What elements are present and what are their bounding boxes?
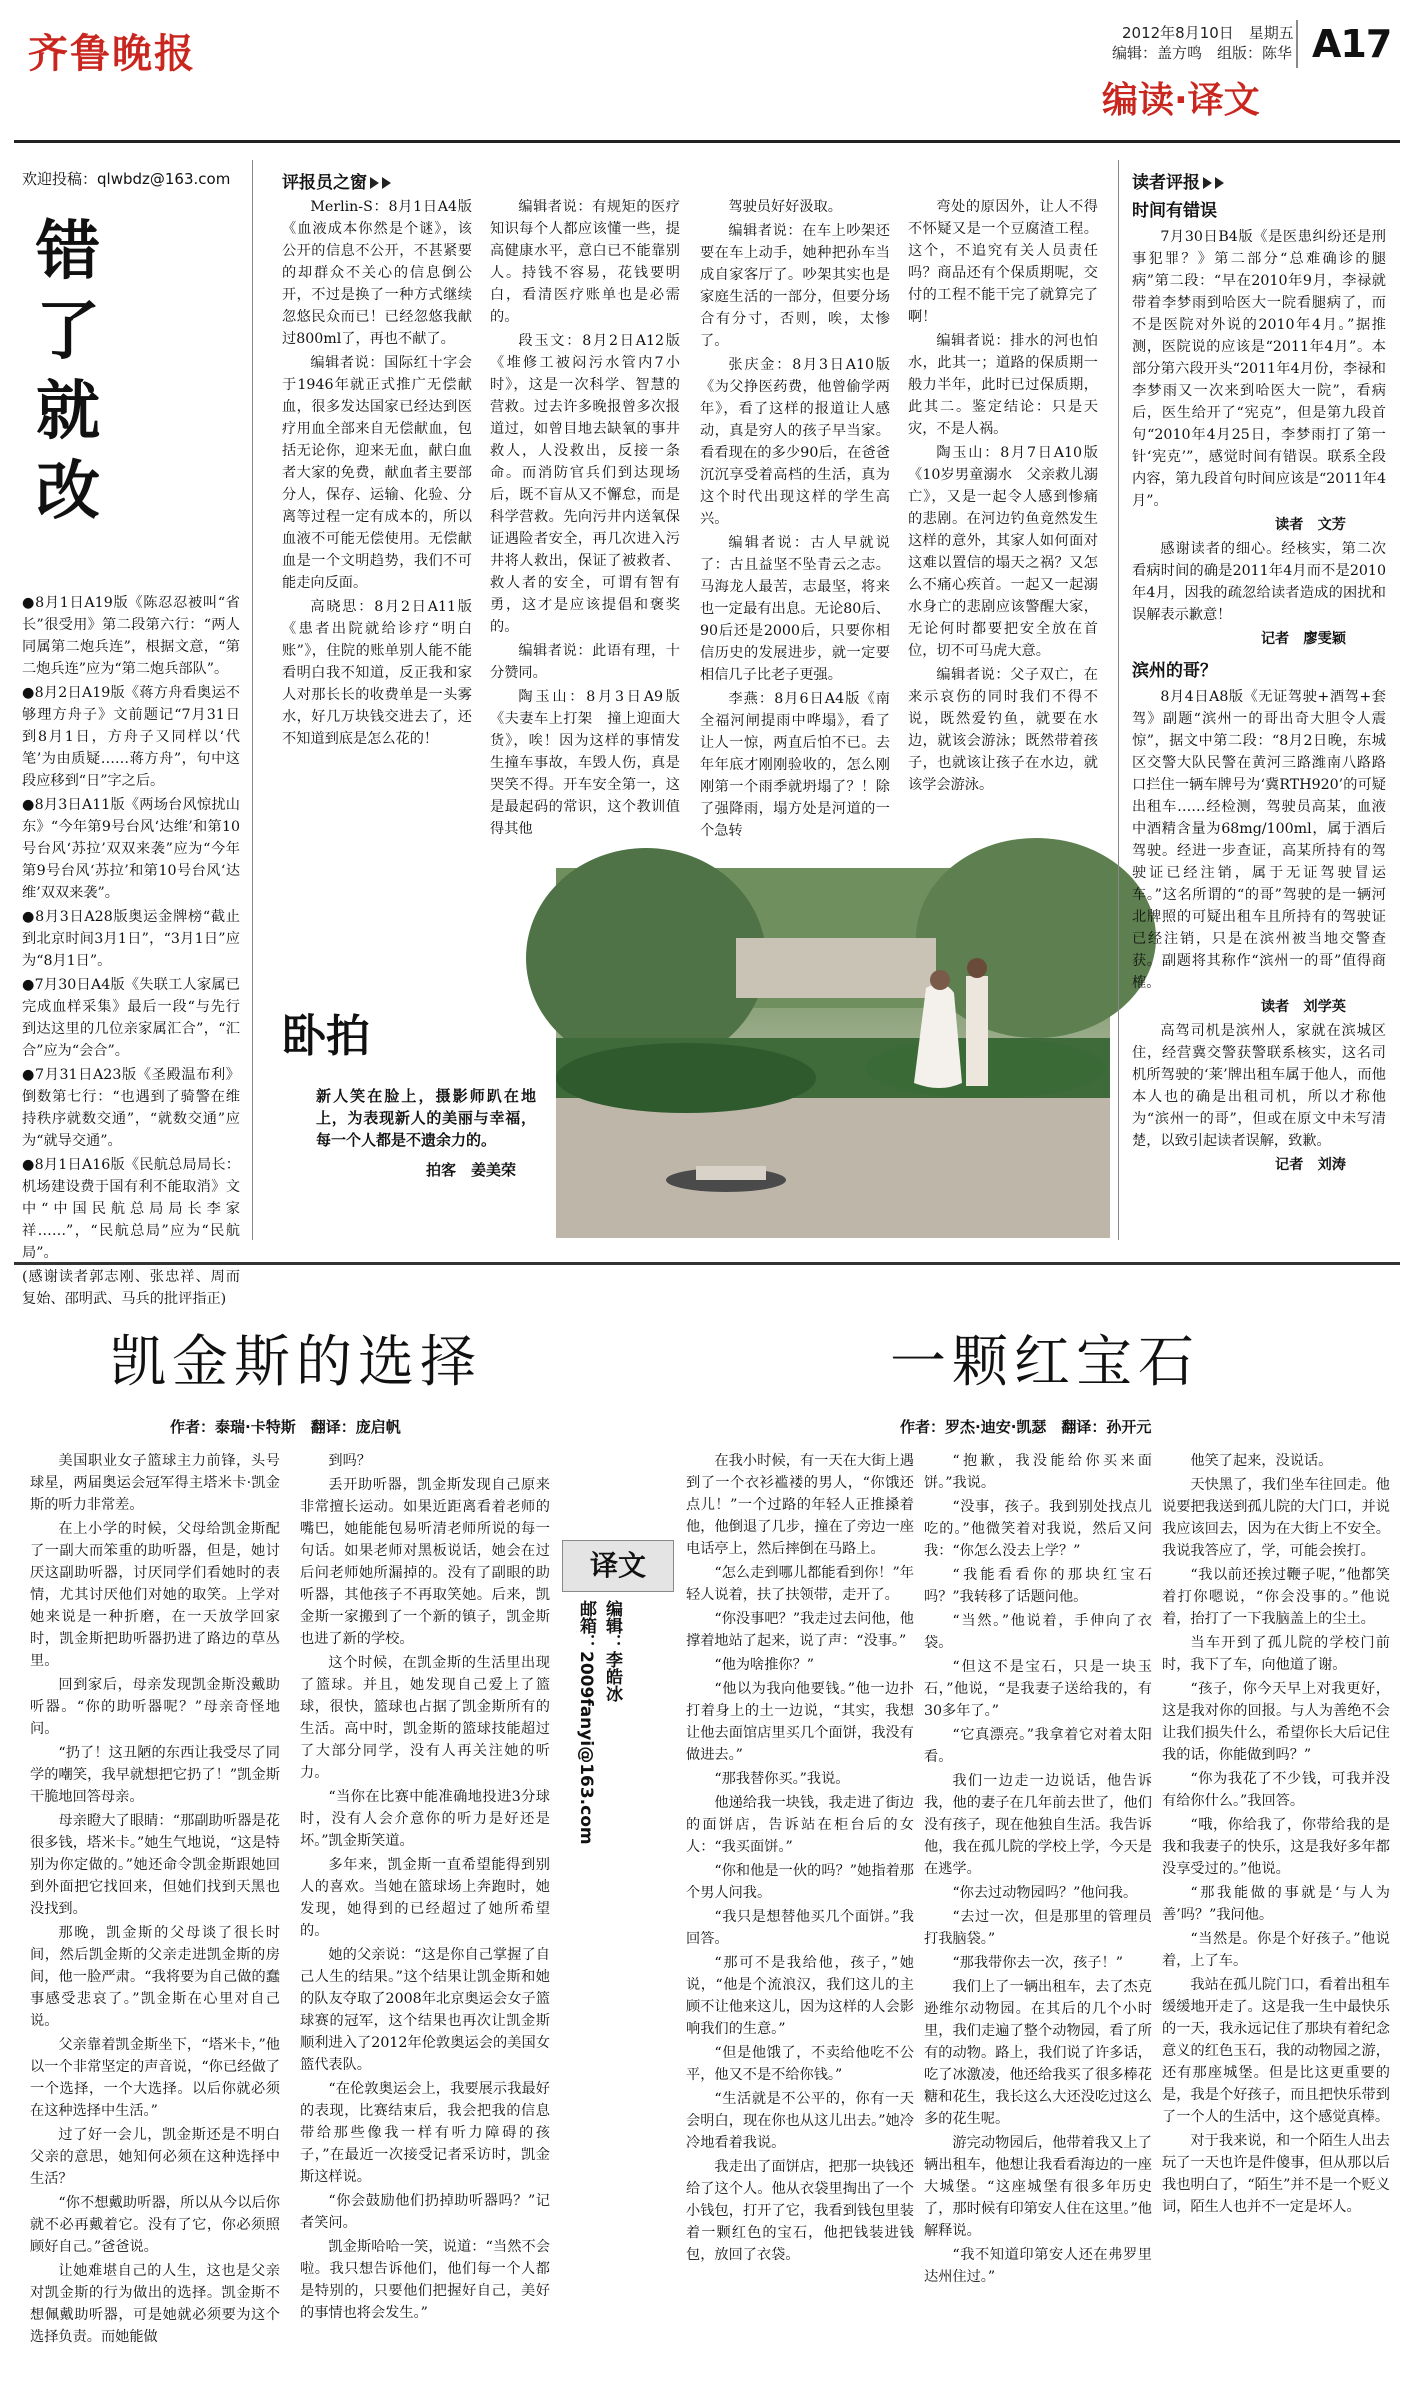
reader-column — [1132, 196, 1386, 1236]
paragraph: “但是他饿了，不卖给他吃不公平，他又不是不给你钱。” — [686, 2045, 914, 2083]
signature: 记者 廖雯颖 — [1260, 631, 1346, 647]
paragraph: 当车开到了孤儿院的学校门前时，我下了车，向他道了谢。 — [1162, 1635, 1390, 1673]
paragraph: “你没事吧？”我走过去问他，他撑着地站了起来，说了声：“没事。” — [686, 1611, 914, 1649]
section-title: 编读·译文 — [1102, 80, 1260, 121]
paragraph: “那我带你去一次，孩子！” — [952, 1955, 1123, 1971]
top-rule — [14, 140, 1400, 143]
paragraph: 编辑者说：此语有理，十分赞同。 — [490, 643, 680, 681]
paragraph: “去过一次，但是那里的管理员打我脑袋。” — [924, 1909, 1152, 1947]
paragraph: ●8月2日A19版《蒋方舟看奥运不够理方舟子》文前题记“7月31日到8月1日，方舟子又同样以‘代笔’为由质疑……蒋方舟”，句中这段应移到“日”字之后。 — [22, 685, 240, 789]
paragraph: 7月30日B4版《是医患纠纷还是刑事犯罪？》第二部分“总难确诊的腿病”第二段：“早在2010年9月，李禄就带着李梦雨到哈医大一院看腿病了，而不是医院对外说的2010年4月。”据推测，医院说的应该是“2011年4月”。本部分第六段开头“2011年4月份，李禄和李梦雨又一次来到哈医大一院”，看病后，医生给开了“宪克”，但是第九段首句“2010年4月25日，李梦雨打了第一针‘宪克’”，感觉时间有错误。联系全段内容，第九段首句时间应该是“2011年4月”。 — [1132, 229, 1386, 509]
paragraph: 在我小时候，有一天在大街上遇到了一个衣衫褴褛的男人，“你饿还点儿！”一个过路的年轻人正推搡着他，他倒退了几步，撞在了旁边一座电话亭上，然后摔倒在马路上。 — [686, 1453, 914, 1557]
paragraph: “生活就是不公平的，你有一天会明白，现在你也从这儿出去。”她冷冷地看着我说。 — [686, 2091, 914, 2151]
photo-title: 卧拍 — [282, 1011, 370, 1062]
paragraph: 我们一边走一边说话，他告诉我，他的妻子在几年前去世了，他们没有孩子，现在他独自生活。我告诉他，我在孤儿院的学校上学，今天是在逃学。 — [924, 1773, 1152, 1877]
header-divider — [1296, 20, 1298, 68]
paragraph: 凯金斯哈哈一笑，说道：“当然不会啦。我只想告诉他们，他们每一个人都是特别的，只要他们把握好自己，美好的事情也将会发生。” — [300, 2239, 550, 2321]
pingbao-column-3 — [700, 196, 890, 839]
paragraph: “当然。”他说着，手伸向了衣袋。 — [924, 1613, 1152, 1651]
reader-item-title: 滨州的哥？ — [1132, 661, 1217, 681]
paragraph: 编辑者说：父子双亡，在来示哀伤的同时我们不得不说，既然爱钓鱼，就要在水边，就该会游泳；既然带着孩子，也就该让孩子在水边，就该学会游泳。 — [908, 667, 1098, 793]
middle-rule — [14, 1262, 1400, 1265]
byline-kaijinsi: 作者：泰瑞·卡特斯 翻译：庞启帆 — [170, 1418, 401, 1436]
paragraph: ●8月1日A19版《陈忍忍被叫“省长”很受用》第二段第六行：“两人同属第二炮兵连”，根据文意，“第二炮兵连”应为“第二炮兵部队”。 — [22, 595, 240, 677]
paragraph: “我只是想替他买几个面饼。”我回答。 — [686, 1909, 914, 1947]
paragraph: ●8月1日A16版《民航总局局长：机场建设费于国有利不能取消》文中“中国民航总局局长李家祥……”，“民航总局”应为“民航局”。 — [22, 1157, 240, 1261]
paragraph: 我走出了面饼店，把那一块钱还给了这个人。他从衣袋里掏出了一个小钱包，打开了它，我看到钱包里装着一颗红色的宝石，他把钱装进钱包，放回了衣袋。 — [686, 2159, 914, 2263]
pingbao-column-2 — [490, 196, 680, 837]
paragraph: 多年来，凯金斯一直希望能得到别人的喜欢。当她在篮球场上奔跑时，她发现，她得到的已经超过了她所希望的。 — [300, 1857, 550, 1939]
errata-title-line1: 错 了 — [36, 214, 184, 369]
page-number: A17 — [1312, 22, 1392, 66]
paragraph: “他为啥推你？” — [714, 1657, 815, 1673]
byline-hongbaoshi: 作者：罗杰·迪安·凯瑟 翻译：孙开元 — [900, 1418, 1152, 1436]
kaijinsi-column-1 — [30, 1450, 280, 2370]
hongbaoshi-column-1 — [686, 1450, 914, 2370]
paragraph: “我能看看你的那块红宝石吗？”我转移了话题问他。 — [924, 1567, 1152, 1605]
paragraph: 8月4日A8版《无证驾驶+酒驾+套驾》副题“滨州一的哥出奇大胆令人震惊”，据文中第二段：“8月2日晚，东城区交警大队民警在黄河三路潍南八路路口拦住一辆车牌号为‘冀RTH920’的可疑出租车……经检测，驾驶员高某，血液中酒精含量为68mg/100ml，属于酒后驾驶。经进一步查证，高某所持有的驾驶证已经注销，属于无证驾驶冒运车。”这名所谓的“的哥”驾驶的是一辆河北牌照的可疑出租车且所持有的驾驶证已经注销，只是在滨州被当地交警查获。副题将其称作“滨州一的哥”值得商榷。 — [1132, 689, 1386, 991]
paragraph: “抱歉，我没能给你买来面饼。”我说。 — [924, 1453, 1152, 1491]
paragraph: “在伦敦奥运会上，我要展示我最好的表现，比赛结束后，我会把我的信息带给那些像我一样有听力障碍的孩子，”在最近一次接受记者采访时，凯金斯这样说。 — [300, 2081, 550, 2185]
kaijinsi-column-2 — [300, 1450, 550, 2370]
paragraph: “你和他是一伙的吗？”她指着那个男人问我。 — [686, 1863, 914, 1901]
hongbaoshi-column-2 — [924, 1450, 1152, 2370]
paragraph: 天快黑了，我们坐车往回走。他说要把我送到孤儿院的大门口，并说我应该回去，因为在大街上不安全。我说我答应了，学，可能会挨打。 — [1162, 1477, 1390, 1559]
wedding-photo — [556, 868, 1110, 1238]
paragraph: “他以为我向他要钱。”他一边扑打着身上的土一边说，“其实，我想让他去面馆店里买几个面饼，我没有做进去。” — [686, 1681, 914, 1763]
paragraph: “那我能做的事就是‘与人为善’吗？”我问他。 — [1162, 1885, 1390, 1923]
reader-item-title: 时间有错误 — [1132, 201, 1217, 221]
paragraph: 她的父亲说：“这是你自己掌握了自己人生的结果。”这个结果让凯金斯和她的队友夺取了2008年北京奥运会女子篮球赛的冠军，这个结果也再次让凯金斯顺利进入了2012年伦敦奥运会的美国女篮代表队。 — [300, 1947, 550, 2073]
paragraph: “但这不是宝石，只是一块玉石，”他说，“是我妻子送给我的，有30多年了。” — [924, 1659, 1152, 1719]
paragraph: 高晓思：8月2日A11版《患者出院就给诊疗“明白账”》，住院的账单别人能不能看明白我不知道，反正我和家人对那长长的收费单是一头雾水，好几万块钱交进去了，还不知道到底是怎么花的！ — [282, 599, 472, 747]
paragraph: 我们上了一辆出租车，去了杰克逊维尔动物园。在其后的几个小时里，我们走遍了整个动物园，看了所有的动物。路上，我们说了许多话，吃了冰激凌，他还给我买了很多棒花糖和花生，我长这么大还没吃过这么多的花生呢。 — [924, 1979, 1152, 2127]
signature: 读者 文芳 — [1275, 517, 1346, 533]
reader-heading: 读者评报 — [1132, 168, 1224, 193]
paragraph: 编辑者说：在车上吵架还要在车上动手，她种把孙车当成自家客厅了。吵架其实也是家庭生活的一部分，但要分场合有分寸，否则，唉，太惨了。 — [700, 223, 890, 349]
pingbao-heading: 评报员之窗 — [282, 168, 391, 193]
paragraph: “扔了！这丑陋的东西让我受尽了同学的嘲笑，我早就想把它扔了！”凯金斯干脆地回答母亲。 — [30, 1745, 280, 1805]
paragraph: 让她难堪自己的人生，这也是父亲对凯金斯的行为做出的选择。凯金斯不想佩戴助听器，可是她就必须要为这个选择负责。而她能做 — [30, 2263, 280, 2345]
paragraph: “你会鼓励他们扔掉助听器吗？”记者笑问。 — [300, 2193, 550, 2231]
contact-email: 欢迎投稿：qlwbdz@163.com — [22, 170, 231, 188]
column-rule — [252, 160, 253, 1240]
paragraph: 陶玉山：8月7日A10版《10岁男童溺水 父亲救儿溺亡》，又是一起令人感到惨痛的悲剧。在河边钓鱼竟然发生这样的意外，其家人如何面对这难以置信的塌天之祸？又怎么不痛心疾首。一起又一起溺水身亡的悲剧应该警醒大家，无论何时都要把安全放在首位，切不可马虎大意。 — [908, 445, 1098, 659]
errata-list — [22, 592, 240, 1310]
hongbaoshi-column-3 — [1162, 1450, 1390, 2370]
paragraph: “孩子，你今天早上对我更好，这是我对你的回报。与人为善绝不会让我们损失什么，希望你长大后记住我的话，你能做到吗？” — [1162, 1681, 1390, 1763]
paragraph: 编辑者说：排水的河也怕水，此其一；道路的保质期一般力半年，此时已过保质期，此其二。鉴定结论：只是天灾，不是人祸。 — [908, 333, 1098, 437]
paragraph: 陶玉山：8月3日A9版《夫妻车上打架 撞上迎面大货》，唉！因为这样的事情发生撞车事故，车毁人伤，真是哭笑不得。开车安全第一，这是最起码的常识，这个教训值得其他 — [490, 689, 680, 837]
paragraph: “那可不是我给他，孩子，”她说，“他是个流浪汉，我们这儿的主顾不让他来这儿，因为这样的人会影响我们的生意。” — [686, 1955, 914, 2037]
paragraph: “怎么走到哪儿都能看到你！”年轻人说着，扶了扶领带，走开了。 — [686, 1565, 914, 1603]
paragraph: 段玉文：8月2日A12版《堆修工被闷污水管内7小时》，这是一次科学、智慧的营救。过去许多晚报曾多次报道过，如曾目地去缺氧的事井救人，人没救出，反接一条命。而消防官兵们到达现场后，既不盲从又不懈怠，而是科学营救。先向污井内送氧保证遇险者安全，再几次进入污井将人救出，保证了被救者、救人者的安全，可谓有智有勇，这才是应该提倡和褒奖的。 — [490, 333, 680, 635]
paragraph: 高驾司机是滨州人，家就在滨城区住，经营冀交警获警联系核实，这名司机所驾驶的‘莱’牌出租车属于他人，而他本人也的确是出租司机，所以才称他为“滨州一的哥”，但或在原文中未写清楚，以致引起读者误解，致歉。 — [1132, 1023, 1386, 1149]
paragraph: 编辑者说：古人早就说了：古且益坚不坠青云之志。马海龙人最苦，志最坚，将来也一定最有出息。无论80后、90后还是2000后，只要你相信历史的发展进步，就一定要相信几子比老子更强。 — [700, 535, 890, 683]
paragraph: ●8月3日A11版《两场台风惊扰山东》“今年第9号台风‘达维’和第10号台风‘苏拉’双双来袭”应为“今年第9号台风‘苏拉’和第10号台风‘达维’双双来袭”。 — [22, 797, 240, 901]
masthead-logo: 齐鲁晚报 — [28, 30, 196, 77]
paragraph: 过了好一会儿，凯金斯还是不明白父亲的意思，她知何必须在这种选择中生活？ — [30, 2127, 280, 2187]
paragraph: 母亲瞪大了眼睛：“那副助听器是花很多钱，塔米卡。”她生气地说，“这是特别为你定做的。”她还命令凯金斯跟她回到外面把它找回来，但她们找到天黑也没找到。 — [30, 1813, 280, 1917]
yiwen-badge: 译文 — [562, 1540, 674, 1592]
issue-date: 2012年8月10日 星期五 — [1122, 24, 1294, 42]
photo-caption-block — [316, 1085, 536, 1181]
paragraph: “当你在比赛中能准确地投进3分球时，没有人会介意你的听力是好还是坏。”凯金斯笑道。 — [300, 1789, 550, 1849]
paragraph: “当然是。你是个好孩子。”他说着，上了车。 — [1162, 1931, 1390, 1969]
errata-column — [22, 168, 240, 1307]
paragraph: “你不想戴助听器，所以从今以后你就不必再戴着它。没有了它，你必须照顾好自己。”爸爸说。 — [30, 2195, 280, 2255]
paragraph: 这个时候，在凯金斯的生活里出现了篮球。并且，她发现自己爱上了篮球，很快，篮球也占据了凯金斯所有的生活。高中时，凯金斯的篮球技能超过了大部分同学，没有人再关注她的听力。 — [300, 1655, 550, 1781]
paragraph: 父亲靠着凯金斯坐下，“塔米卡，”他以一个非常坚定的声音说，“你已经做了一个选择，一个大选择。以后你就必须在这种选择中生活。” — [30, 2037, 280, 2119]
article-title-kaijinsi: 凯金斯的选择 — [110, 1330, 482, 1395]
page-editors: 编辑：盖方鸣 组版：陈华 — [1112, 44, 1293, 62]
paragraph: ●8月3日A28版奥运金牌榜“截止到北京时间3月1日”，“3月1日”应为“8月1日”。 — [22, 909, 240, 969]
paragraph: 编辑者说：有规矩的医疗知识每个人都应该懂一些，提高健康水平，意白已不能靠别人。持钱不容易，花钱要明白，看清医疗账单也是必需的。 — [490, 199, 680, 325]
paragraph: Merlin-S：8月1日A4版《血液成本你然是个谜》，该公开的信息不公开，不甚紧要的却群众不关心的信息倒公开，不过是换了一种方式继续忽悠民众而已！已经忽悠我献过800ml了，再也不献了。 — [282, 199, 472, 347]
photo-caption: 新人笑在脸上，摄影师趴在地上，为表现新人的美丽与幸福，每一个人都是不遗余力的。 — [316, 1087, 536, 1149]
paragraph: 我站在孤儿院门口，看着出租车缓缓地开走了。这是我一生中最快乐的一天，我永远记住了那块有着纪念意义的红色玉石，我的动物园之游，还有那座城堡。但是比这更重要的是，我是个好孩子，而且把快乐带到了一个人的生活中，这个感觉真棒。 — [1162, 1977, 1390, 2125]
paragraph: “我不知道印第安人还在弗罗里达州住过。” — [924, 2247, 1152, 2285]
yiwen-email: 邮箱：2009fanyi@163.com — [576, 1600, 596, 1845]
paragraph: “你去过动物园吗？”他问我。 — [952, 1885, 1138, 1901]
column-rule — [1118, 160, 1119, 1240]
paragraph: 张庆金：8月3日A10版《为父挣医药费，他曾偷学两年》，看了这样的报道让人感动，真是穷人的孩子早当家。看看现在的多少90后，在爸爸沉沉享受着高档的生活，真为这个时代出现这样的学生高兴。 — [700, 357, 890, 527]
paragraph: “没事，孩子。我到别处找点儿吃的。”他微笑着对我说，然后又问我：“你怎么没去上学？” — [924, 1499, 1152, 1559]
paragraph: 那晚，凯金斯的父母谈了很长时间，然后凯金斯的父亲走进凯金斯的房间，他一脸严肃。“我将要为自己做的蠢事感受悲哀了。”凯金斯在心里对自己说。 — [30, 1925, 280, 2029]
article-title-hongbaoshi: 一颗红宝石 — [890, 1330, 1200, 1395]
paragraph: 弯处的原因外，让人不得不怀疑又是一个豆腐渣工程。这个，不追究有关人员责任吗？商品还有个保质期呢，交付的工程不能干完了就算完了啊！ — [908, 199, 1098, 325]
signature: 读者 刘学英 — [1260, 999, 1346, 1015]
paragraph: “我以前还挨过鞭子呢，”他都笑着打你嗯说，“你会没事的。”他说着，抬打了一下我脑盖上的尘土。 — [1162, 1567, 1390, 1627]
paragraph: 回到家后，母亲发现凯金斯没戴助听器。“你的助听器呢？”母亲奇怪地问。 — [30, 1677, 280, 1737]
paragraph: 驾驶员好好汲取。 — [728, 199, 842, 215]
signature: 记者 刘涛 — [1275, 1157, 1346, 1173]
paragraph: ●7月30日A4版《失联工人家属已完成血样采集》最后一段“与先行到达这里的几位亲家属汇合”，“汇合”应为“会合”。 — [22, 977, 240, 1059]
errata-title-line2: 就 改 — [36, 374, 184, 529]
pingbao-column-1 — [282, 196, 472, 826]
paragraph: 美国职业女子篮球主力前锋，头号球星，两届奥运会冠军得主塔米卡·凯金斯的听力非常差。 — [30, 1453, 280, 1513]
paragraph: “它真漂亮。”我拿着它对着太阳看。 — [924, 1727, 1152, 1765]
paragraph: 他递给我一块钱，我走进了街边的面饼店，告诉站在柜台后的女人：“我买面饼。” — [686, 1795, 914, 1855]
photo-credit: 拍客 姜美荣 — [425, 1161, 516, 1179]
paragraph: 他笑了起来，没说话。 — [1190, 1453, 1333, 1469]
yiwen-editor: 编辑：李皓冰 — [602, 1600, 622, 1702]
paragraph: 游完动物园后，他带着我又上了辆出租车，他想让我看看海边的一座大城堡。“这座城堡有很多年历史了，那时候有印第安人住在这里。”他解释说。 — [924, 2135, 1152, 2239]
paragraph: 到吗？ — [328, 1453, 371, 1469]
paragraph: 在上小学的时候，父母给凯金斯配了一副大而笨重的助听器，但是，她讨厌这副助听器，讨厌同学们看她时的表情，尤其讨厌他们对她的取笑。上学对她来说是一种折磨，在一天放学回家时，凯金斯把助听器扔进了路边的草丛里。 — [30, 1521, 280, 1669]
paragraph: ●7月31日A23版《圣殿温布利》倒数第七行：“也遇到了骑警在维持秩序就数交通”，“就数交通”应为“就导交通”。 — [22, 1067, 240, 1149]
paragraph: “你为我花了不少钱，可我并没有给你什么。”我回答。 — [1162, 1771, 1390, 1809]
paragraph: “那我替你买。”我说。 — [714, 1771, 850, 1787]
paragraph: 丢开助听器，凯金斯发现自己原来非常擅长运动。如果近距离看着老师的嘴巴，她能能包易听清老师所说的每一句话。如果老师对黑板说话，她会在过后问老师她所漏掉的。没有了副眼的助听器，其他孩子不再取笑她。后来，凯金斯一家搬到了一个新的镇子，凯金斯也进了新的学校。 — [300, 1477, 550, 1647]
paragraph: 李燕：8月6日A4版《南全福河闸提雨中哗塌》，看了让人一惊，两直后怕不已。去年年底才刚刚验收的，怎么刚刚第一个雨季就坍塌了？！除了强降雨，塌方处是河道的一个急转 — [700, 691, 890, 839]
paragraph: (感谢读者郭志刚、张忠祥、周而复始、邵明武、马兵的批评指正) — [22, 1269, 240, 1307]
paragraph: “哦，你给我了，你带给我的是我和我妻子的快乐，这是我好多年都没享受过的。”他说。 — [1162, 1817, 1390, 1877]
wedding-photo-illustration — [556, 868, 1110, 1238]
paragraph: 编辑者说：国际红十字会于1946年就正式推广无偿献血，很多发达国家已经达到医疗用血全部来自无偿献血，包括无论你，迎来无血，献白血者大家的免费，献血者主要部分人，保存、运输、化验、分离等过程一定有成本的，所以血液不可能无偿使用。无偿献血是一个文明趋势，我们不可能走向反面。 — [282, 355, 472, 591]
pingbao-column-4 — [908, 196, 1098, 826]
paragraph: 感谢读者的细心。经核实，第二次看病时间的确是2011年4月而不是2010年4月，因我的疏忽给读者造成的困扰和误解表示歉意！ — [1132, 541, 1386, 623]
paragraph: 对于我来说，和一个陌生人出去玩了一天也许是件傻事，但从那以后我也明白了，“陌生”并不是一个贬义词，陌生人也并不一定是坏人。 — [1162, 2133, 1390, 2215]
